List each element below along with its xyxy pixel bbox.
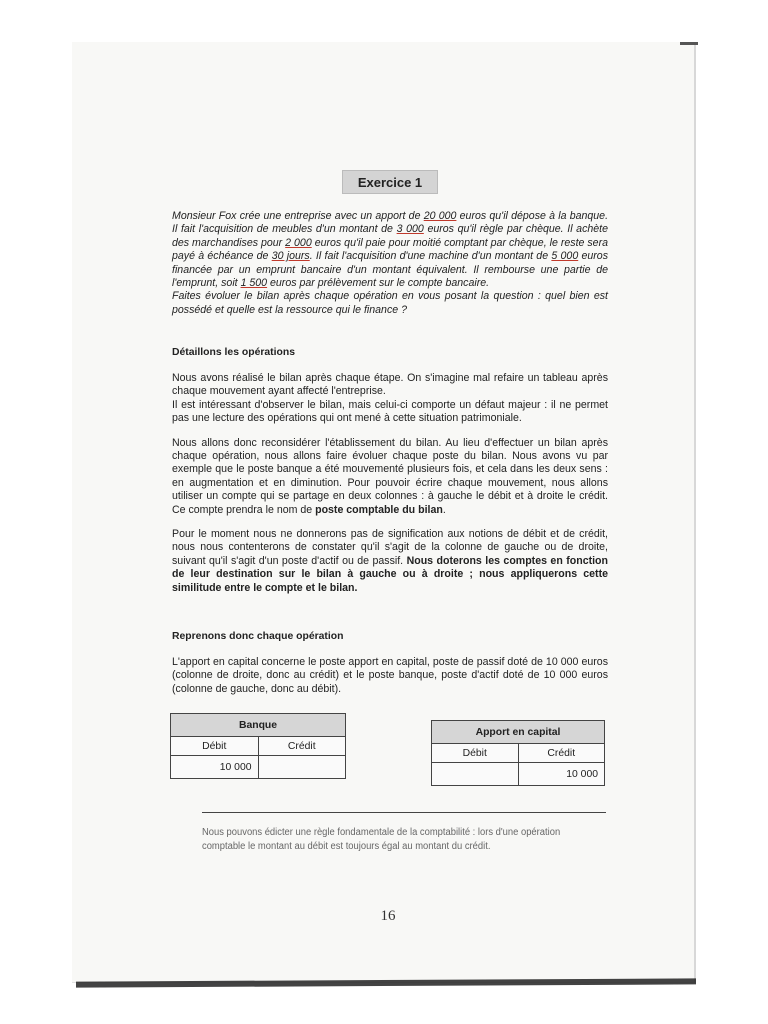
page-number: 16	[380, 908, 396, 924]
paragraph-text: .	[442, 503, 446, 516]
statement-text: Monsieur Fox crée une entreprise avec un apport de	[172, 210, 424, 222]
section-operations-body	[172, 656, 608, 696]
ledger-credit-value	[258, 756, 346, 779]
statement-text: euros par prélèvement sur le compte bancaire.	[267, 277, 490, 290]
rule-note: Nous pouvons édicter une règle fondamentale de la comptabilité : lors d'une opération comptable le montant au débit est toujours égal au montant du crédit.	[202, 827, 561, 852]
ledger-apport-capital	[431, 720, 605, 786]
paragraph: Nous avons réalisé le bilan après chaque étape. On s'imagine mal refaire un tableau après chaque mouvement ayant affecté l'entreprise.	[172, 372, 608, 398]
amount-furniture: 3 000	[396, 223, 424, 236]
statement-text: euros qu'il dépose à la banque. Il fait l'acquisition de meubles d'un montant de	[172, 210, 609, 236]
exercise-title: Exercice 1	[342, 170, 438, 194]
amount-goods: 2 000	[285, 236, 312, 249]
ledger-debit-value	[432, 763, 519, 786]
section-details-body	[172, 372, 608, 595]
paragraph	[172, 437, 608, 517]
section-heading-details: Détaillons les opérations	[172, 347, 295, 358]
paragraph-text: Nous allons donc reconsidérer l'établissement du bilan. Au lieu d'effectuer un bilan après chaque opération, nous allons faire évoluer chaque poste du bilan. Nous avons vu par exemple que le poste banque a été mouvementé plusieurs fois, et cela dans les deux sens : en augmentation et en diminution. Pour pouvoir écrire chaque mouvement, nous allons utiliser un compte qui se partage en deux colonnes : à gauche le débit et à droite le crédit. Ce compte prendra le nom de	[172, 436, 608, 516]
scan-corner-mark	[680, 42, 698, 45]
ledger-credit-label: Crédit	[258, 737, 346, 756]
ledger-credit-value: 10 000	[518, 763, 605, 786]
exercise-statement	[172, 210, 608, 317]
ledger-title: Banque	[171, 714, 346, 737]
section-heading-operations: Reprenons donc chaque opération	[172, 631, 344, 642]
statement-question: Faites évoluer le bilan après chaque opération en vous posant la question : quel bien est possédé et quelle est la ressource qui le finance ?	[172, 290, 608, 316]
paragraph: L'apport en capital concerne le poste apport en capital, poste de passif doté de 10 000 euros (colonne de droite, donc au crédit) et le poste banque, poste d'actif doté de 10 000 euros (colonne de gauche, donc au débit).	[172, 656, 608, 695]
ledger-debit-label: Débit	[171, 737, 259, 756]
statement-text: euros qu'il paie pour moitié comptant par chèque, le reste sera payé à échéance de	[172, 236, 608, 263]
paragraph-bold: Nous doterons les comptes en fonction de leur destination sur le bilan à gauche ou à droite ; nous appliquerons cette similitude entre le compte et le bilan.	[172, 554, 609, 594]
statement-text: euros qu'il règle par chèque. Il achète des marchandises pour	[172, 223, 608, 249]
ledger-debit-label: Débit	[432, 744, 519, 763]
ledger-debit-value: 10 000	[171, 756, 259, 779]
note-divider	[202, 812, 606, 813]
statement-text: euros financée par un emprunt bancaire d'un montant équivalent. Il rembourse une partie de l'emprunt, soit	[172, 250, 608, 290]
paragraph-bold: poste comptable du bilan	[315, 503, 443, 516]
amount-machine: 5 000	[551, 250, 579, 263]
ledger-title: Apport en capital	[432, 721, 605, 744]
amount-term: 30 jours	[271, 250, 310, 263]
statement-paragraph	[172, 210, 608, 290]
paragraph-text: Pour le moment nous ne donnerons pas de signification aux notions de débit et de crédit, nous nous contenterons de constater qu'il s'agit de la colonne de gauche ou de droite, suivant qu'il s'agit d'un poste d'actif ou de passif.	[172, 528, 608, 567]
paragraph: Il est intéressant d'observer le bilan, mais celui-ci comporte un défaut majeur : il ne permet pas une lecture des opérations qui ont mené à cette situation patrimoniale.	[172, 398, 608, 425]
statement-text: . Il fait l'acquisition d'une machine d'un montant de	[309, 250, 552, 263]
ledger-banque	[170, 713, 346, 779]
paragraph	[172, 528, 608, 595]
amount-capital: 20 000	[423, 210, 457, 222]
amount-repayment: 1 500	[240, 277, 268, 290]
ledger-credit-label: Crédit	[518, 744, 605, 763]
